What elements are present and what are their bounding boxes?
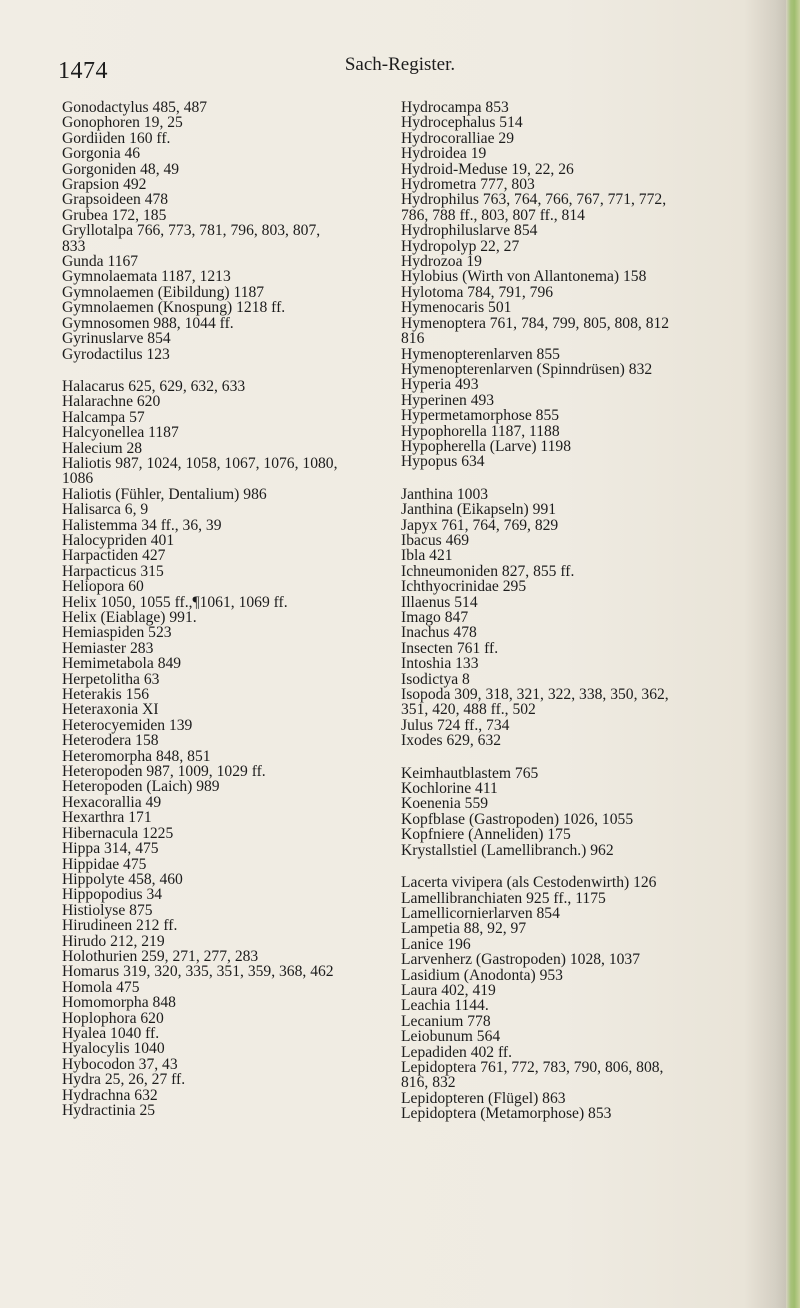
index-entry-line: Intoshia 133 bbox=[401, 655, 479, 673]
index-entry-line: Ichneumoniden 827, 855 ff. bbox=[401, 562, 575, 580]
index-entry bbox=[62, 749, 412, 764]
index-entry-line: Ibacus 469 bbox=[401, 531, 469, 549]
index-entry bbox=[62, 872, 412, 887]
index-entry bbox=[401, 766, 751, 781]
index-entry-line: Imago 847 bbox=[401, 609, 469, 626]
index-entry bbox=[401, 781, 751, 796]
index-entry bbox=[401, 454, 751, 469]
index-entry-line: Hypopherella (Larve) 1198 bbox=[401, 437, 572, 455]
index-entry bbox=[401, 968, 751, 983]
index-entry bbox=[401, 827, 751, 842]
index-entry bbox=[401, 162, 751, 177]
index-entry bbox=[62, 995, 412, 1010]
index-entry bbox=[62, 826, 412, 841]
index-entry-line: Hydrozoa 19 bbox=[401, 253, 482, 271]
index-entry bbox=[62, 1041, 412, 1056]
index-entry bbox=[62, 964, 412, 979]
index-entry-line: Gryllotalpa 766, 773, 781, 796, 803, 807, bbox=[62, 222, 321, 240]
index-entry-line: Homola 475 bbox=[62, 978, 140, 996]
index-entry bbox=[62, 1103, 412, 1118]
index-entry bbox=[62, 177, 412, 192]
index-entry-line: Janthina (Eikapseln) 991 bbox=[401, 501, 557, 519]
index-entry-line: Holothurien 259, 271, 277, 283 bbox=[62, 947, 259, 965]
index-entry bbox=[62, 316, 412, 331]
index-entry bbox=[62, 779, 412, 794]
index-entry bbox=[62, 595, 412, 610]
index-entry bbox=[401, 1029, 751, 1044]
index-entry-line: Isopoda 309, 318, 321, 322, 338, 350, 362, bbox=[401, 686, 669, 704]
index-entry bbox=[401, 533, 751, 548]
index-entry-line: Heterakis 156 bbox=[62, 686, 150, 704]
index-entry bbox=[401, 347, 751, 362]
index-entry bbox=[62, 934, 412, 949]
index-entry-line: Hexarthra 171 bbox=[62, 809, 152, 827]
index-entry-line: Gyrinuslarve 854 bbox=[62, 330, 171, 348]
index-entry-line: Leachia 1144. bbox=[401, 997, 489, 1015]
index-entry bbox=[401, 316, 751, 347]
index-entry bbox=[62, 347, 412, 362]
index-entry-line: Japyx 761, 764, 769, 829 bbox=[401, 516, 559, 534]
index-entry-line: Hybocodon 37, 43 bbox=[62, 1055, 178, 1073]
index-entry bbox=[401, 733, 751, 748]
index-entry-line: Lasidium (Anodonta) 953 bbox=[401, 966, 563, 984]
index-entry bbox=[401, 718, 751, 733]
index-entry bbox=[62, 115, 412, 130]
index-entry bbox=[401, 1106, 751, 1121]
index-entry-line: Ichthyocrinidae 295 bbox=[401, 578, 527, 596]
index-entry-line: Homarus 319, 320, 335, 351, 359, 368, 462 bbox=[62, 963, 334, 981]
index-entry bbox=[62, 841, 412, 856]
index-entry bbox=[401, 192, 751, 223]
index-entry bbox=[62, 394, 412, 409]
index-entry bbox=[401, 796, 751, 811]
index-entry bbox=[401, 921, 751, 936]
index-column-right bbox=[401, 100, 751, 1122]
index-entry-line: Grapsoideen 478 bbox=[62, 191, 169, 209]
index-entry bbox=[62, 672, 412, 687]
page-edge bbox=[786, 0, 800, 1308]
index-entry bbox=[401, 1091, 751, 1106]
index-entry-line: Heteromorpha 848, 851 bbox=[62, 747, 211, 765]
index-entry-line: Lacerta vivipera (als Cestodenwirth) 126 bbox=[401, 874, 657, 892]
index-entry bbox=[62, 579, 412, 594]
index-entry bbox=[401, 564, 751, 579]
section-gap bbox=[401, 749, 751, 766]
index-entry-line: Insecten 761 ff. bbox=[401, 639, 499, 657]
index-entry bbox=[62, 641, 412, 656]
section-gap bbox=[62, 362, 412, 379]
index-entry-line: Hydractinia 25 bbox=[62, 1102, 156, 1119]
index-entry bbox=[62, 533, 412, 548]
index-entry-line: Halocypriden 401 bbox=[62, 531, 175, 549]
index-entry-line: Hexacorallia 49 bbox=[62, 793, 162, 811]
index-entry-line: Krystallstiel (Lamellibranch.) 962 bbox=[401, 841, 614, 859]
index-entry bbox=[62, 625, 412, 640]
index-entry-line: 1086 bbox=[62, 470, 94, 488]
section-gap bbox=[401, 470, 751, 487]
index-entry bbox=[62, 548, 412, 563]
index-entry-line: Haliotis (Fühler, Dentalium) 986 bbox=[62, 485, 267, 503]
index-entry bbox=[62, 687, 412, 702]
index-entry-line: Gymnolaemen (Eibildung) 1187 bbox=[62, 283, 265, 301]
index-entry bbox=[62, 949, 412, 964]
index-entry-line: Hylotoma 784, 791, 796 bbox=[401, 283, 554, 301]
index-entry-line: Hemimetabola 849 bbox=[62, 655, 182, 673]
index-entry bbox=[401, 595, 751, 610]
index-entry bbox=[62, 208, 412, 223]
index-entry bbox=[62, 223, 412, 254]
index-entry bbox=[401, 548, 751, 563]
index-entry bbox=[62, 1026, 412, 1041]
index-entry bbox=[401, 812, 751, 827]
index-entry-line: 351, 420, 488 ff., 502 bbox=[401, 701, 536, 719]
index-entry-line: Grapsion 492 bbox=[62, 176, 147, 194]
index-entry-line: Homomorpha 848 bbox=[62, 994, 176, 1012]
index-entry-line: Hydrocoralliae 29 bbox=[401, 129, 515, 147]
index-entry bbox=[401, 687, 751, 718]
index-entry-line: Hydrometra 777, 803 bbox=[401, 176, 535, 194]
index-entry-line: Inachus 478 bbox=[401, 624, 477, 642]
index-entry-line: Halcyonellea 1187 bbox=[62, 424, 179, 442]
index-entry bbox=[401, 115, 751, 130]
index-entry bbox=[62, 1011, 412, 1026]
index-entry-line: Leiobunum 564 bbox=[401, 1028, 501, 1046]
index-entry bbox=[62, 656, 412, 671]
index-entry-line: Hydrocampa 853 bbox=[401, 99, 509, 116]
index-entry-line: Halistemma 34 ff., 36, 39 bbox=[62, 516, 222, 534]
index-entry bbox=[62, 285, 412, 300]
index-entry-line: Hypophorella 1187, 1188 bbox=[401, 422, 560, 440]
index-entry-line: Ixodes 629, 632 bbox=[401, 732, 502, 750]
index-entry bbox=[401, 952, 751, 967]
index-entry bbox=[401, 487, 751, 502]
index-entry bbox=[401, 1060, 751, 1091]
index-entry-line: Gunda 1167 bbox=[62, 253, 139, 271]
index-entry-line: Julus 724 ff., 734 bbox=[401, 716, 510, 734]
index-entry bbox=[401, 100, 751, 115]
index-entry-line: Hydrachna 632 bbox=[62, 1086, 158, 1104]
index-entry bbox=[62, 192, 412, 207]
index-entry-line: 786, 788 ff., 803, 807 ff., 814 bbox=[401, 206, 585, 224]
index-entry-line: Halecium 28 bbox=[62, 439, 143, 457]
index-entry-line: Hydra 25, 26, 27 ff. bbox=[62, 1071, 186, 1089]
index-entry bbox=[401, 1014, 751, 1029]
running-head: Sach-Register. bbox=[344, 54, 456, 75]
index-entry-line: Harpacticus 315 bbox=[62, 562, 164, 580]
index-entry-line: Hydrocephalus 514 bbox=[401, 114, 523, 132]
index-entry bbox=[401, 177, 751, 192]
index-entry-line: Heteraxonia XI bbox=[62, 701, 159, 719]
index-entry bbox=[62, 564, 412, 579]
index-entry bbox=[401, 937, 751, 952]
index-entry-line: Gymnolaemen (Knospung) 1218 ff. bbox=[62, 299, 286, 317]
index-entry bbox=[62, 331, 412, 346]
index-entry-line: Heteropoden 987, 1009, 1029 ff. bbox=[62, 763, 266, 781]
index-entry-line: Hydroidea 19 bbox=[401, 145, 487, 163]
index-entry bbox=[401, 983, 751, 998]
index-entry-line: Hyalea 1040 ff. bbox=[62, 1024, 160, 1042]
index-entry-line: Hemiaster 283 bbox=[62, 639, 154, 657]
index-entry-line: Keimhautblastem 765 bbox=[401, 764, 539, 782]
index-entry-line: Janthina 1003 bbox=[401, 485, 489, 503]
index-entry bbox=[401, 998, 751, 1013]
index-entry-line: 816, 832 bbox=[401, 1074, 456, 1092]
index-entry bbox=[401, 579, 751, 594]
index-entry bbox=[62, 502, 412, 517]
index-entry bbox=[401, 239, 751, 254]
index-entry bbox=[401, 891, 751, 906]
index-entry-line: Harpactiden 427 bbox=[62, 547, 166, 565]
index-entry bbox=[401, 625, 751, 640]
index-entry bbox=[401, 439, 751, 454]
index-entry-line: Helix (Eiablage) 991. bbox=[62, 609, 197, 626]
index-entry-line: Illaenus 514 bbox=[401, 593, 478, 611]
index-entry-line: Histiolyse 875 bbox=[62, 901, 153, 919]
index-entry-line: Halisarca 6, 9 bbox=[62, 501, 149, 519]
index-entry bbox=[401, 502, 751, 517]
index-entry-line: Hippa 314, 475 bbox=[62, 840, 159, 858]
index-entry bbox=[62, 1072, 412, 1087]
index-entry-line: Hydropolyp 22, 27 bbox=[401, 237, 520, 255]
index-entry bbox=[401, 377, 751, 392]
index-entry-line: Hemiaspiden 523 bbox=[62, 624, 172, 642]
index-entry-line: Hymenopterenlarven 855 bbox=[401, 345, 560, 363]
index-entry bbox=[401, 146, 751, 161]
index-entry-line: Heteropoden (Laich) 989 bbox=[62, 778, 220, 796]
index-entry-line: Gymnolaemata 1187, 1213 bbox=[62, 268, 231, 286]
index-entry-line: Lampetia 88, 92, 97 bbox=[401, 920, 527, 938]
index-entry-line: Koenenia 559 bbox=[401, 795, 489, 813]
index-entry-line: Heliopora 60 bbox=[62, 578, 144, 596]
index-entry-line: Gordiiden 160 ff. bbox=[62, 129, 171, 147]
index-entry-line: Hyperinen 493 bbox=[401, 391, 495, 409]
index-entry-line: Hippopodius 34 bbox=[62, 886, 163, 904]
index-entry-line: Halacarus 625, 629, 632, 633 bbox=[62, 377, 246, 395]
index-entry bbox=[401, 610, 751, 625]
index-entry-line: Grubea 172, 185 bbox=[62, 206, 167, 224]
index-entry-line: Lamellicornierlarven 854 bbox=[401, 904, 560, 922]
index-entry bbox=[62, 300, 412, 315]
index-column-left bbox=[62, 100, 412, 1118]
index-entry-line: Hylobius (Wirth von Allantonema) 158 bbox=[401, 268, 647, 286]
index-entry-line: Hyperia 493 bbox=[401, 376, 479, 394]
index-entry-line: Hydrophiluslarve 854 bbox=[401, 222, 538, 240]
index-entry-line: Heterodera 158 bbox=[62, 732, 159, 750]
index-entry bbox=[62, 100, 412, 115]
index-entry-line: Lecanium 778 bbox=[401, 1012, 491, 1030]
index-entry-line: Hirudineen 212 ff. bbox=[62, 917, 178, 935]
index-entry bbox=[401, 843, 751, 858]
index-entry bbox=[62, 254, 412, 269]
index-entry bbox=[62, 887, 412, 902]
index-entry bbox=[62, 702, 412, 717]
section-gap bbox=[401, 858, 751, 875]
index-entry bbox=[401, 285, 751, 300]
index-entry bbox=[401, 362, 751, 377]
index-entry bbox=[401, 408, 751, 423]
page-number: 1474 bbox=[58, 58, 108, 84]
index-entry-line: Gorgonia 46 bbox=[62, 145, 141, 163]
index-entry-line: Hibernacula 1225 bbox=[62, 824, 174, 842]
index-entry-line: Lanice 196 bbox=[401, 935, 471, 953]
index-entry bbox=[62, 610, 412, 625]
index-entry bbox=[62, 1057, 412, 1072]
index-entry-line: 833 bbox=[62, 237, 86, 255]
index-entry-line: Hyalocylis 1040 bbox=[62, 1040, 165, 1058]
index-entry-line: Gyrodactilus 123 bbox=[62, 345, 170, 363]
index-entry bbox=[62, 269, 412, 284]
index-entry-line: Kochlorine 411 bbox=[401, 780, 498, 798]
index-entry bbox=[401, 223, 751, 238]
index-entry bbox=[401, 254, 751, 269]
index-entry bbox=[62, 487, 412, 502]
index-entry bbox=[401, 424, 751, 439]
index-entry bbox=[62, 162, 412, 177]
index-entry bbox=[401, 641, 751, 656]
index-entry-line: Gonophoren 19, 25 bbox=[62, 114, 183, 132]
index-entry-line: Laura 402, 419 bbox=[401, 981, 496, 999]
index-entry-line: Kopfniere (Anneliden) 175 bbox=[401, 826, 571, 844]
index-entry bbox=[62, 518, 412, 533]
index-entry bbox=[401, 1045, 751, 1060]
index-entry bbox=[401, 906, 751, 921]
index-entry-line: Haliotis 987, 1024, 1058, 1067, 1076, 1080, bbox=[62, 454, 338, 472]
index-entry bbox=[401, 269, 751, 284]
index-entry-line: Hoplophora 620 bbox=[62, 1009, 164, 1027]
index-entry-line: Gorgoniden 48, 49 bbox=[62, 160, 180, 178]
index-entry-line: Larvenherz (Gastropoden) 1028, 1037 bbox=[401, 951, 641, 969]
index-entry bbox=[401, 300, 751, 315]
index-entry-line: Helix 1050, 1055 ff.,¶1061, 1069 ff. bbox=[62, 593, 288, 611]
index-entry-line: Gonodactylus 485, 487 bbox=[62, 99, 208, 116]
index-entry-line: Lamellibranchiaten 925 ff., 1175 bbox=[401, 889, 606, 907]
index-entry-line: Lepidoptera 761, 772, 783, 790, 806, 808, bbox=[401, 1058, 664, 1076]
index-entry bbox=[62, 795, 412, 810]
index-entry bbox=[62, 131, 412, 146]
index-entry bbox=[62, 810, 412, 825]
index-entry bbox=[62, 903, 412, 918]
index-entry bbox=[401, 393, 751, 408]
index-entry bbox=[401, 672, 751, 687]
index-entry-line: Kopfblase (Gastropoden) 1026, 1055 bbox=[401, 810, 634, 828]
index-entry bbox=[401, 875, 751, 890]
index-entry bbox=[62, 410, 412, 425]
index-entry-line: Hirudo 212, 219 bbox=[62, 932, 165, 950]
index-entry-line: Hymenopterenlarven (Spinndrüsen) 832 bbox=[401, 360, 653, 378]
index-entry-line: Hypopus 634 bbox=[401, 453, 485, 471]
index-entry-line: Hydrophilus 763, 764, 766, 767, 771, 772, bbox=[401, 191, 667, 209]
index-entry bbox=[62, 733, 412, 748]
index-entry bbox=[401, 518, 751, 533]
index-entry-line: Isodictya 8 bbox=[401, 670, 470, 688]
index-entry-line: Lepidoptera (Metamorphose) 853 bbox=[401, 1105, 612, 1123]
index-entry-line: Herpetolitha 63 bbox=[62, 670, 160, 688]
index-entry-line: Ibla 421 bbox=[401, 547, 453, 565]
index-entry bbox=[62, 980, 412, 995]
index-entry bbox=[401, 131, 751, 146]
index-entry bbox=[62, 379, 412, 394]
index-entry bbox=[401, 656, 751, 671]
index-entry bbox=[62, 857, 412, 872]
index-entry-line: Hippolyte 458, 460 bbox=[62, 870, 183, 888]
index-entry-line: Hippidae 475 bbox=[62, 855, 147, 873]
index-entry-line: Halarachne 620 bbox=[62, 393, 161, 411]
index-entry-line: Hymenoptera 761, 784, 799, 805, 808, 812 bbox=[401, 314, 670, 332]
index-entry-line: Hymenocaris 501 bbox=[401, 299, 512, 317]
index-entry-line: 816 bbox=[401, 330, 425, 348]
index-entry-line: Hydroid-Meduse 19, 22, 26 bbox=[401, 160, 574, 178]
index-entry bbox=[62, 918, 412, 933]
index-entry bbox=[62, 441, 412, 456]
index-entry bbox=[62, 764, 412, 779]
index-entry-line: Hypermetamorphose 855 bbox=[401, 407, 560, 425]
index-entry bbox=[62, 456, 412, 487]
index-entry-line: Heterocyemiden 139 bbox=[62, 716, 193, 734]
index-entry bbox=[62, 1088, 412, 1103]
index-entry bbox=[62, 146, 412, 161]
index-entry-line: Halcampa 57 bbox=[62, 408, 145, 426]
index-entry-line: Lepidopteren (Flügel) 863 bbox=[401, 1089, 566, 1107]
index-entry bbox=[62, 718, 412, 733]
index-entry bbox=[62, 425, 412, 440]
index-entry-line: Lepadiden 402 ff. bbox=[401, 1043, 512, 1061]
index-entry-line: Gymnosomen 988, 1044 ff. bbox=[62, 314, 234, 332]
